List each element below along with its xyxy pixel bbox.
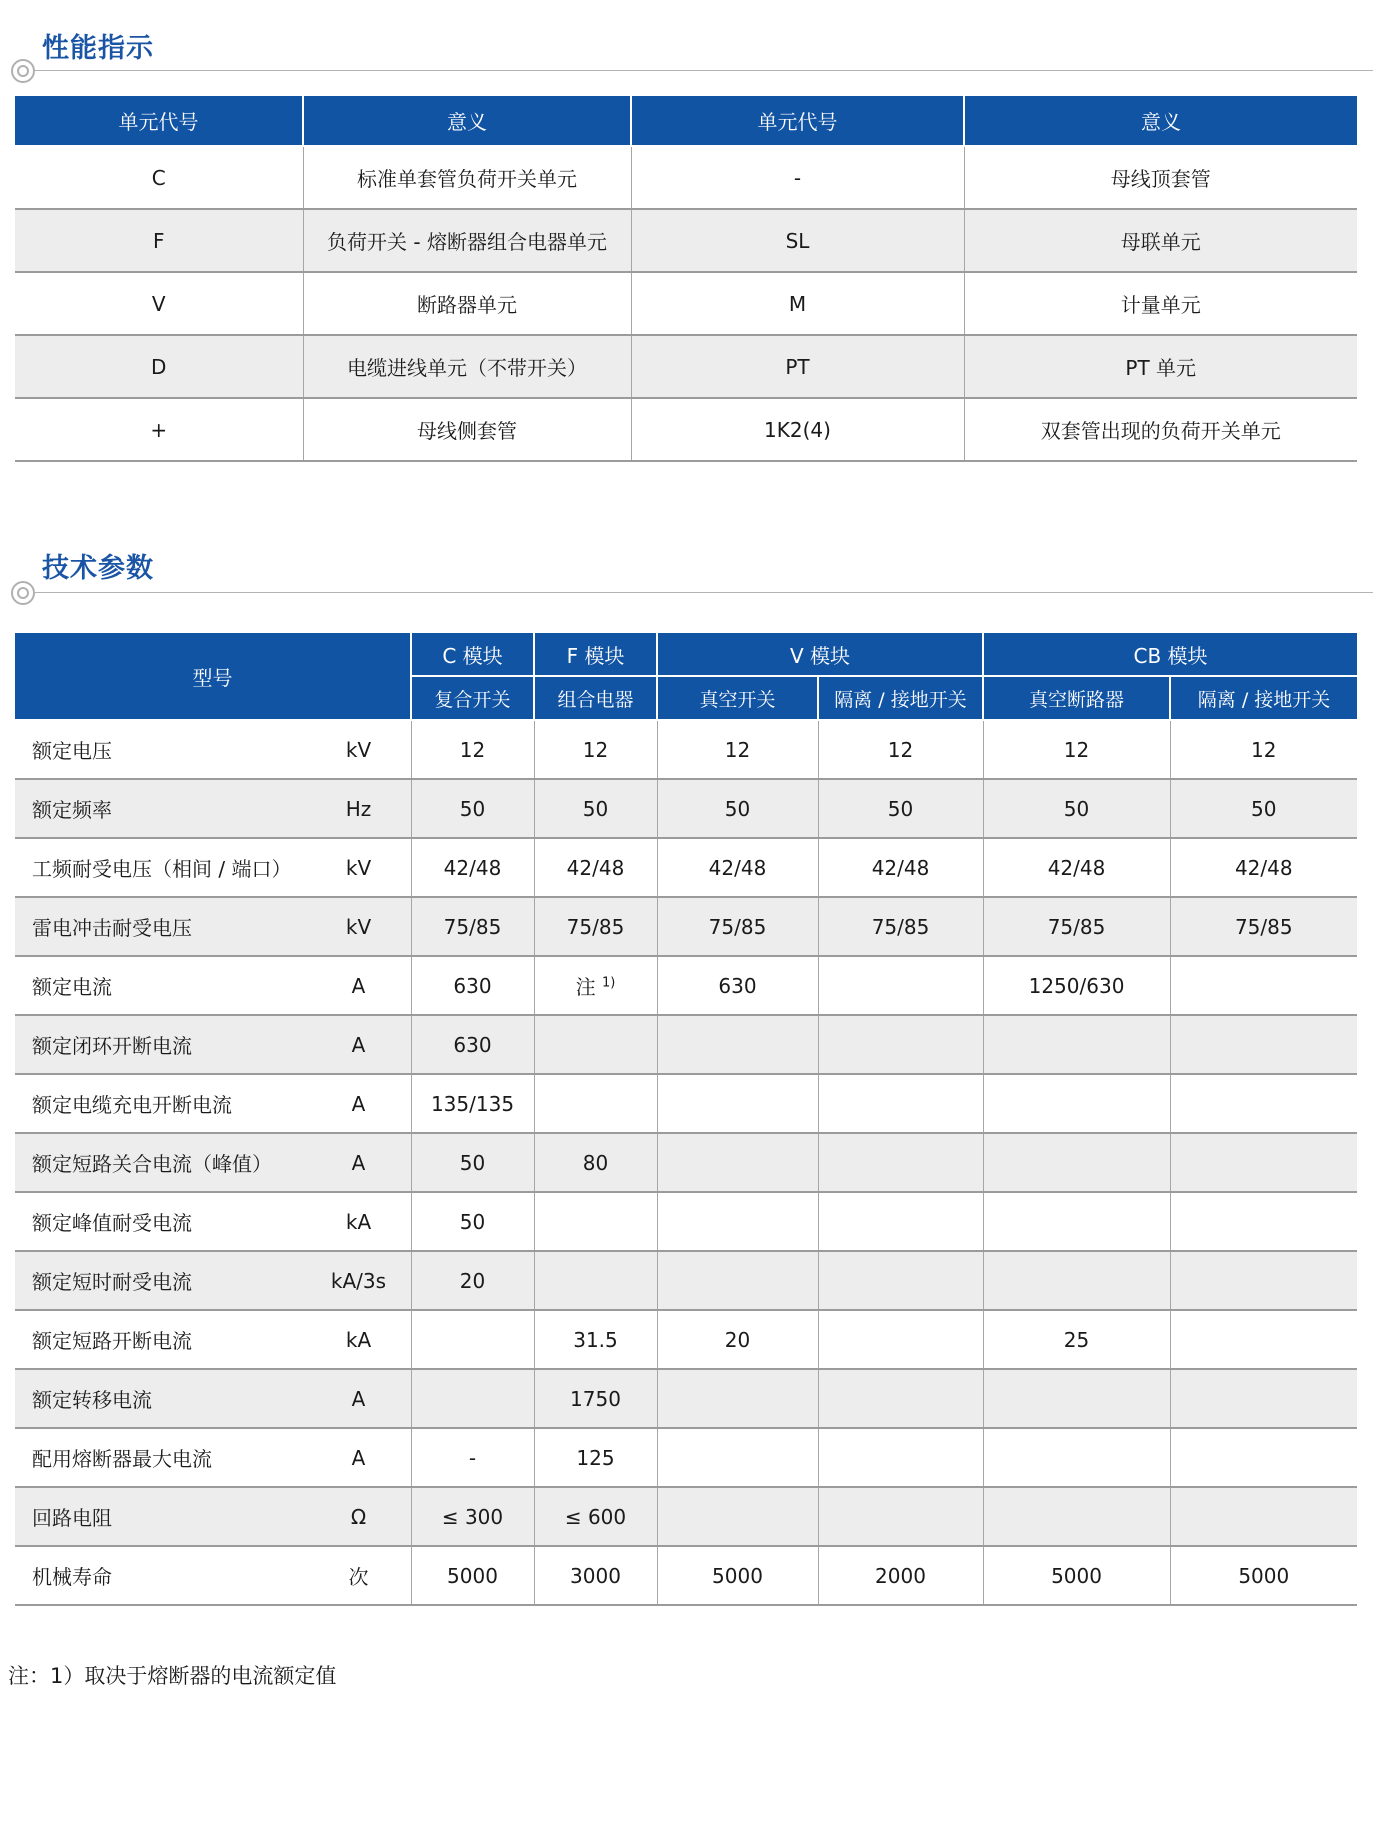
parameter-name: 雷电冲击耐受电压 xyxy=(32,916,192,940)
table-cell: 电缆进线单元（不带开关） xyxy=(303,335,631,398)
col-header-meaning-2: 意义 xyxy=(964,96,1357,146)
value-cell: 125 xyxy=(534,1428,657,1487)
table-row xyxy=(15,1546,1357,1605)
value-cell xyxy=(657,1251,818,1310)
value-cell xyxy=(657,1192,818,1251)
table-row xyxy=(15,209,1357,272)
table-row xyxy=(15,1015,1357,1074)
parameter-unit: A xyxy=(351,1150,366,1175)
col-group-cb-module: CB 模块 xyxy=(983,633,1357,676)
table-cell: 双套管出现的负荷开关单元 xyxy=(964,398,1357,461)
col-group-c-module: C 模块 xyxy=(411,633,534,676)
table-row xyxy=(15,1192,1357,1251)
value-cell: 42/48 xyxy=(411,838,534,897)
value-cell xyxy=(983,1369,1170,1428)
value-cell: 12 xyxy=(657,720,818,779)
col-header-unit-code-1: 单元代号 xyxy=(15,96,303,146)
col-header-combination-apparatus: 组合电器 xyxy=(534,676,657,720)
table-row xyxy=(15,897,1357,956)
table-row xyxy=(15,956,1357,1015)
parameter-cell xyxy=(15,720,411,779)
parameter-name: 额定峰值耐受电流 xyxy=(32,1211,192,1235)
table-row xyxy=(15,398,1357,461)
value-cell xyxy=(534,1015,657,1074)
value-cell xyxy=(657,1369,818,1428)
parameter-unit: A xyxy=(351,1091,366,1116)
value-cell xyxy=(983,1251,1170,1310)
table-cell: 负荷开关 - 熔断器组合电器单元 xyxy=(303,209,631,272)
col-header-isolation-earthing-switch-2: 隔离 / 接地开关 xyxy=(1170,676,1357,720)
parameter-cell xyxy=(15,897,411,956)
unit-table-header-row xyxy=(15,96,1357,146)
parameter-name: 额定频率 xyxy=(32,798,112,822)
table-cell: V xyxy=(15,272,303,335)
parameter-name: 机械寿命 xyxy=(32,1565,112,1589)
section-divider-line xyxy=(23,70,1373,71)
table-row xyxy=(15,1074,1357,1133)
parameter-unit: kV xyxy=(345,914,372,939)
value-cell: 42/48 xyxy=(1170,838,1357,897)
parameter-name: 额定电压 xyxy=(32,739,112,763)
value-cell xyxy=(657,1428,818,1487)
value-cell xyxy=(818,1015,983,1074)
parameter-cell xyxy=(15,956,411,1015)
value-cell xyxy=(1170,1074,1357,1133)
table-cell: 计量单元 xyxy=(964,272,1357,335)
value-cell: ≤ 300 xyxy=(411,1487,534,1546)
table-row xyxy=(15,779,1357,838)
value-cell: 75/85 xyxy=(534,897,657,956)
footnote-ref: 1) xyxy=(602,975,616,991)
col-header-composite-switch: 复合开关 xyxy=(411,676,534,720)
table-cell: M xyxy=(631,272,964,335)
value-cell xyxy=(1170,1428,1357,1487)
value-cell: 20 xyxy=(657,1310,818,1369)
parameter-cell xyxy=(15,1015,411,1074)
value-cell xyxy=(1170,1015,1357,1074)
value-cell: 50 xyxy=(534,779,657,838)
value-cell: 25 xyxy=(983,1310,1170,1369)
value-cell: 630 xyxy=(411,1015,534,1074)
parameter-name: 额定短路关合电流（峰值） xyxy=(32,1152,272,1176)
parameter-name: 额定转移电流 xyxy=(32,1388,152,1412)
value-cell xyxy=(983,1015,1170,1074)
value-cell: 5000 xyxy=(1170,1546,1357,1605)
parameter-unit: 次 xyxy=(348,1565,369,1589)
parameter-unit: kV xyxy=(345,737,372,762)
table-row xyxy=(15,1487,1357,1546)
table-cell: 母线侧套管 xyxy=(303,398,631,461)
value-cell: 50 xyxy=(657,779,818,838)
value-cell: 50 xyxy=(1170,779,1357,838)
col-header-vacuum-breaker: 真空断路器 xyxy=(983,676,1170,720)
col-header-isolation-earthing-switch: 隔离 / 接地开关 xyxy=(818,676,983,720)
section-title-performance: 性能指示 xyxy=(42,33,154,64)
params-table-body xyxy=(15,720,1357,1605)
table-cell: + xyxy=(15,398,303,461)
col-header-unit-code-2: 单元代号 xyxy=(631,96,964,146)
table-cell: 断路器单元 xyxy=(303,272,631,335)
table-row xyxy=(15,720,1357,779)
col-header-vacuum-switch: 真空开关 xyxy=(657,676,818,720)
parameter-name: 工频耐受电压（相间 / 端口） xyxy=(32,857,292,881)
parameter-unit: kV xyxy=(345,855,372,880)
parameter-unit: kA/3s xyxy=(330,1268,387,1293)
parameter-cell xyxy=(15,838,411,897)
table-cell: 母联单元 xyxy=(964,209,1357,272)
section-divider-line xyxy=(23,592,1373,593)
value-cell: 50 xyxy=(818,779,983,838)
table-cell: 1K2(4) xyxy=(631,398,964,461)
parameter-cell xyxy=(15,779,411,838)
parameter-name: 额定电流 xyxy=(32,975,112,999)
value-cell xyxy=(818,1074,983,1133)
value-cell: 50 xyxy=(983,779,1170,838)
value-cell xyxy=(818,1487,983,1546)
value-cell: 5000 xyxy=(983,1546,1170,1605)
value-cell xyxy=(1170,1369,1357,1428)
parameter-unit: Hz xyxy=(345,796,372,821)
table-row xyxy=(15,272,1357,335)
value-cell: 135/135 xyxy=(411,1074,534,1133)
value-cell: 42/48 xyxy=(983,838,1170,897)
value-cell: 5000 xyxy=(657,1546,818,1605)
value-cell: 2000 xyxy=(818,1546,983,1605)
value-cell xyxy=(1170,956,1357,1015)
value-cell xyxy=(818,1133,983,1192)
parameter-unit: Ω xyxy=(350,1504,367,1529)
value-cell: 42/48 xyxy=(818,838,983,897)
parameter-name: 额定短路开断电流 xyxy=(32,1329,192,1353)
parameter-name: 额定短时耐受电流 xyxy=(32,1270,192,1294)
value-cell xyxy=(818,1428,983,1487)
table-row xyxy=(15,1133,1357,1192)
col-header-model: 型号 xyxy=(15,633,411,720)
value-cell xyxy=(534,1192,657,1251)
value-cell xyxy=(411,1369,534,1428)
parameter-unit: kA xyxy=(345,1327,372,1352)
table-cell: - xyxy=(631,146,964,209)
value-cell: 12 xyxy=(1170,720,1357,779)
col-group-v-module: V 模块 xyxy=(657,633,983,676)
value-cell: - xyxy=(411,1428,534,1487)
value-cell: 75/85 xyxy=(411,897,534,956)
value-cell: 80 xyxy=(534,1133,657,1192)
table-cell: D xyxy=(15,335,303,398)
parameter-cell xyxy=(15,1369,411,1428)
value-cell: 630 xyxy=(411,956,534,1015)
unit-code-table xyxy=(15,96,1357,462)
parameter-name: 额定闭环开断电流 xyxy=(32,1034,192,1058)
value-cell xyxy=(1170,1192,1357,1251)
value-cell xyxy=(657,1487,818,1546)
value-cell xyxy=(818,1369,983,1428)
value-cell: 630 xyxy=(657,956,818,1015)
table-row xyxy=(15,1310,1357,1369)
value-cell xyxy=(983,1133,1170,1192)
params-header-group-row xyxy=(15,633,1357,676)
value-cell: 75/85 xyxy=(818,897,983,956)
parameter-name: 额定电缆充电开断电流 xyxy=(32,1093,232,1117)
parameter-unit: A xyxy=(351,1032,366,1057)
value-cell: 1250/630 xyxy=(983,956,1170,1015)
value-cell: 12 xyxy=(411,720,534,779)
value-cell: 5000 xyxy=(411,1546,534,1605)
parameter-name: 回路电阻 xyxy=(32,1506,112,1530)
parameter-cell xyxy=(15,1310,411,1369)
value-cell: 20 xyxy=(411,1251,534,1310)
ring-decoration-icon xyxy=(11,581,35,605)
value-cell: 75/85 xyxy=(1170,897,1357,956)
value-cell xyxy=(1170,1310,1357,1369)
value-cell: 注 $^{1)}$ xyxy=(534,956,657,1015)
footnote: 注：1）取决于熔断器的电流额定值 xyxy=(8,1664,337,1688)
value-cell xyxy=(983,1192,1170,1251)
value-cell: 42/48 xyxy=(657,838,818,897)
parameter-cell xyxy=(15,1074,411,1133)
value-cell: 50 xyxy=(411,1133,534,1192)
col-group-f-module: F 模块 xyxy=(534,633,657,676)
parameter-unit: A xyxy=(351,1386,366,1411)
table-row xyxy=(15,146,1357,209)
value-cell xyxy=(983,1487,1170,1546)
value-cell: 50 xyxy=(411,779,534,838)
table-row xyxy=(15,1251,1357,1310)
value-cell xyxy=(534,1251,657,1310)
value-cell xyxy=(411,1310,534,1369)
table-row xyxy=(15,1369,1357,1428)
table-cell: PT 单元 xyxy=(964,335,1357,398)
parameter-cell xyxy=(15,1546,411,1605)
value-cell xyxy=(1170,1251,1357,1310)
table-cell: PT xyxy=(631,335,964,398)
table-cell: 标准单套管负荷开关单元 xyxy=(303,146,631,209)
value-cell: 3000 xyxy=(534,1546,657,1605)
parameter-name: 配用熔断器最大电流 xyxy=(32,1447,212,1471)
unit-table-body xyxy=(15,146,1357,461)
value-cell xyxy=(818,1192,983,1251)
value-cell xyxy=(657,1133,818,1192)
parameter-unit: A xyxy=(351,973,366,998)
parameter-cell xyxy=(15,1428,411,1487)
parameter-unit: A xyxy=(351,1445,366,1470)
value-cell xyxy=(657,1015,818,1074)
parameter-cell xyxy=(15,1251,411,1310)
parameter-cell xyxy=(15,1487,411,1546)
table-cell: F xyxy=(15,209,303,272)
value-cell xyxy=(1170,1133,1357,1192)
ring-inner-icon xyxy=(17,65,29,77)
ring-decoration-icon xyxy=(11,59,35,83)
value-cell xyxy=(983,1428,1170,1487)
value-cell: 50 xyxy=(411,1192,534,1251)
value-cell xyxy=(818,1251,983,1310)
value-cell: 75/85 xyxy=(983,897,1170,956)
value-cell xyxy=(534,1074,657,1133)
table-cell: C xyxy=(151,165,166,190)
value-cell xyxy=(818,1310,983,1369)
value-cell xyxy=(1170,1487,1357,1546)
value-cell xyxy=(818,956,983,1015)
value-cell: 12 xyxy=(983,720,1170,779)
section-title-parameters: 技术参数 xyxy=(42,553,154,584)
value-cell xyxy=(657,1074,818,1133)
value-cell: ≤ 600 xyxy=(534,1487,657,1546)
table-row xyxy=(15,838,1357,897)
parameter-cell xyxy=(15,1192,411,1251)
value-cell xyxy=(983,1074,1170,1133)
table-cell: SL xyxy=(631,209,964,272)
table-row xyxy=(15,335,1357,398)
parameter-cell xyxy=(15,1133,411,1192)
col-header-meaning-1: 意义 xyxy=(303,96,631,146)
technical-parameters-table xyxy=(15,633,1357,1606)
ring-inner-icon xyxy=(17,587,29,599)
table-cell: 母线顶套管 xyxy=(964,146,1357,209)
value-cell: 1750 xyxy=(534,1369,657,1428)
table-row xyxy=(15,1428,1357,1487)
value-cell: 12 xyxy=(534,720,657,779)
value-cell: 42/48 xyxy=(534,838,657,897)
value-cell: 31.5 xyxy=(534,1310,657,1369)
value-cell: 12 xyxy=(818,720,983,779)
value-cell: 75/85 xyxy=(657,897,818,956)
parameter-unit: kA xyxy=(345,1209,372,1234)
